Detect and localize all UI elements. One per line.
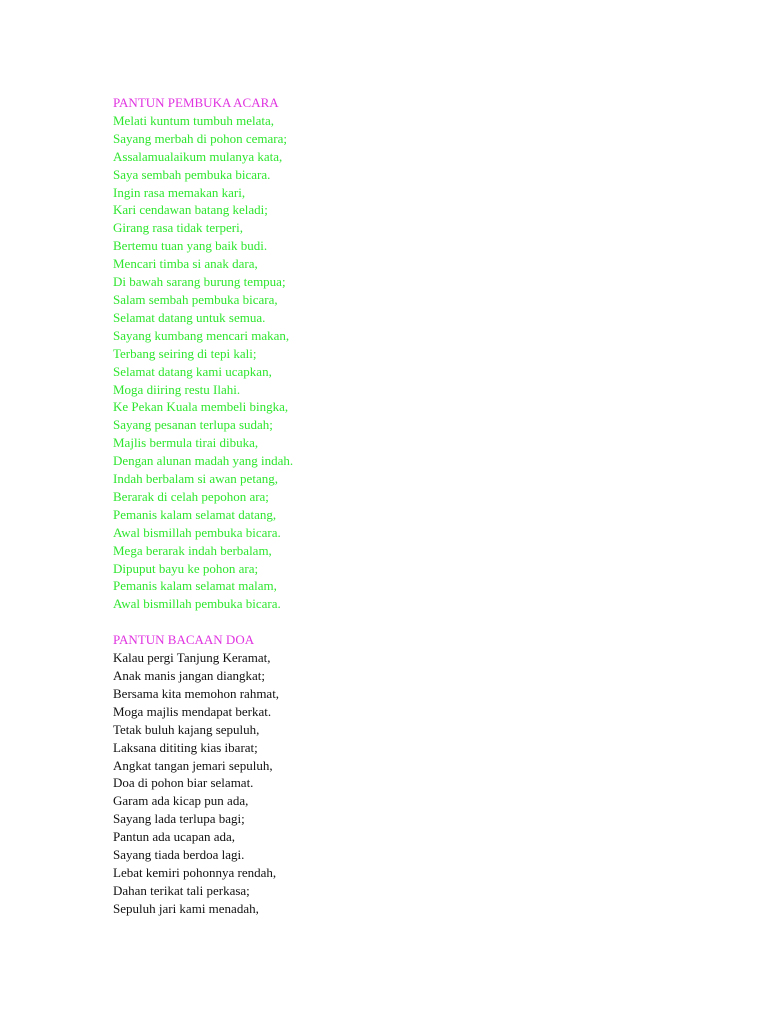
poem-line: Awal bismillah pembuka bicara. (113, 596, 281, 612)
poem-line: Anak manis jangan diangkat; (113, 667, 265, 683)
section-spacer (113, 613, 673, 631)
poem-line: Doa di pohon biar selamat. (113, 775, 254, 791)
poem-line: Moga majlis mendapat berkat. (113, 703, 272, 719)
section-title: PANTUN BACAAN DOA (113, 632, 255, 648)
poem-line: Kalau pergi Tanjung Keramat, (113, 650, 271, 666)
section-pantun-pembuka-acara (113, 94, 673, 613)
poem-line: Pemanis kalam selamat datang, (113, 506, 277, 522)
poem-line: Sayang pesanan terlupa sudah; (113, 417, 273, 433)
poem-line: Di bawah sarang burung tempua; (113, 274, 286, 290)
poem-line: Salam sembah pembuka bicara, (113, 291, 278, 307)
poem-line: Awal bismillah pembuka bicara. (113, 524, 281, 540)
poem-line: Mega berarak indah berbalam, (113, 542, 272, 558)
poem-line: Girang rasa tidak terperi, (113, 220, 243, 236)
poem-line: Majlis bermula tirai dibuka, (113, 435, 259, 451)
poem-line: Tetak buluh kajang sepuluh, (113, 721, 260, 737)
poem-line: Dahan terikat tali perkasa; (113, 882, 250, 898)
poem-line: Garam ada kicap pun ada, (113, 793, 249, 809)
poem-line: Sayang kumbang mencari makan, (113, 327, 290, 343)
poem-line: Pantun ada ucapan ada, (113, 829, 236, 845)
poem-lines (113, 112, 673, 613)
section-pantun-bacaan-doa (113, 631, 673, 918)
poem-line: Saya sembah pembuka bicara. (113, 166, 271, 182)
poem-line: Assalamualaikum mulanya kata, (113, 148, 283, 164)
section-title: PANTUN PEMBUKA ACARA (113, 95, 279, 110)
poem-line: Selamat datang kami ucapkan, (113, 363, 272, 379)
poem-line: Sepuluh jari kami menadah, (113, 900, 259, 916)
poem-line: Angkat tangan jemari sepuluh, (113, 757, 273, 773)
poem-line: Ingin rasa memakan kari, (113, 184, 246, 200)
poem-lines (113, 649, 673, 918)
poem-line: Sayang tiada berdoa lagi. (113, 847, 245, 863)
poem-line: Dipuput bayu ke pohon ara; (113, 560, 259, 576)
poem-line: Terbang seiring di tepi kali; (113, 345, 257, 361)
poem-line: Indah berbalam si awan petang, (113, 471, 278, 487)
poem-line: Selamat datang untuk semua. (113, 309, 266, 325)
poem-line: Berarak di celah pepohon ara; (113, 488, 269, 504)
poem-line: Kari cendawan batang keladi; (113, 202, 268, 218)
poem-line: Sayang lada terlupa bagi; (113, 811, 245, 827)
poem-line: Mencari timba si anak dara, (113, 256, 258, 272)
poem-line: Pemanis kalam selamat malam, (113, 578, 277, 594)
poem-line: Dengan alunan madah yang indah. (113, 453, 294, 469)
poem-line: Bertemu tuan yang baik budi. (113, 238, 268, 254)
poem-line: Lebat kemiri pohonnya rendah, (113, 864, 277, 880)
poem-line: Ke Pekan Kuala membeli bingka, (113, 399, 289, 415)
poem-line: Sayang merbah di pohon cemara; (113, 130, 287, 146)
poem-line: Moga diiring restu Ilahi. (113, 381, 241, 397)
document-content (113, 94, 673, 918)
poem-line: Laksana dititing kias ibarat; (113, 739, 258, 755)
poem-line: Bersama kita memohon rahmat, (113, 685, 280, 701)
poem-line: Melati kuntum tumbuh melata, (113, 112, 275, 128)
